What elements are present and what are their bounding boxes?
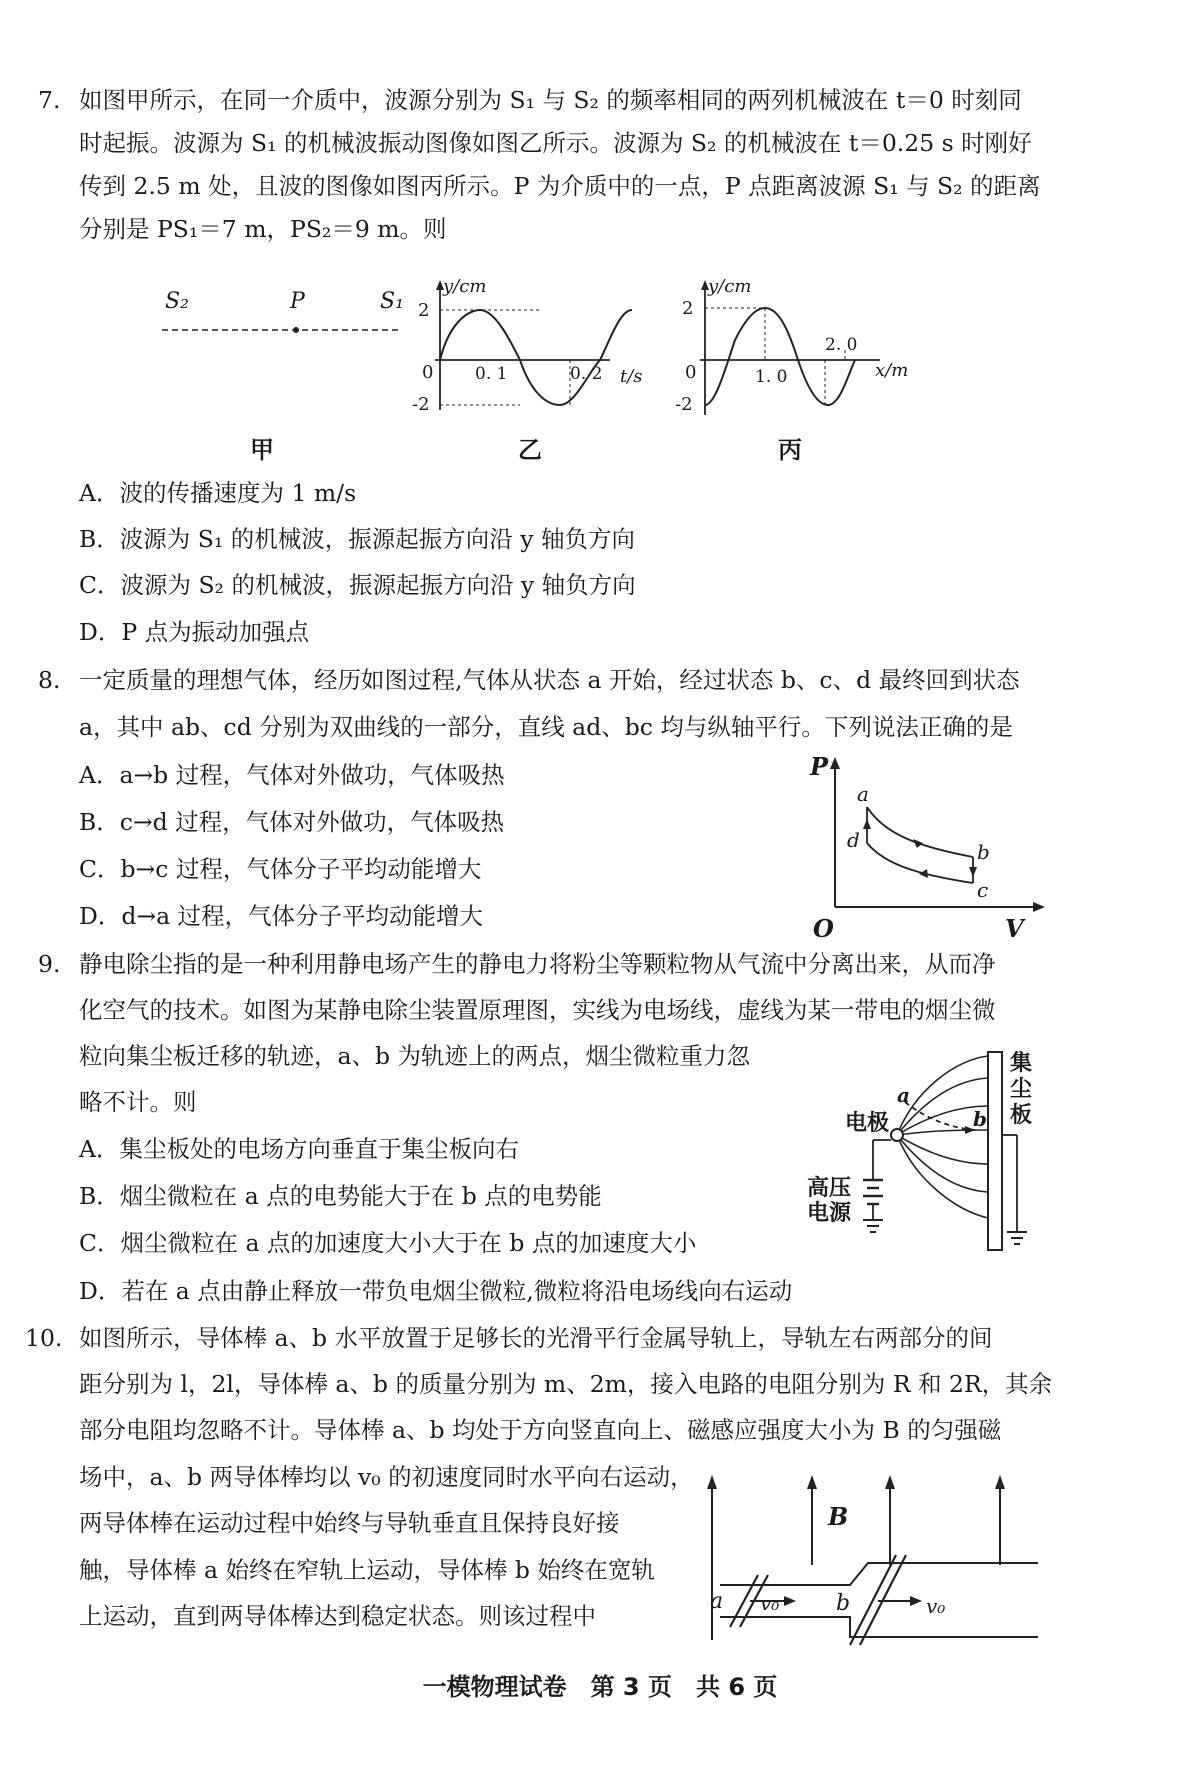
fig-bing-ypos: 2 [682, 298, 694, 319]
fig-yi-ylabel: y/cm [443, 276, 487, 297]
fig-bing-tick1: 1. 0 [755, 367, 788, 387]
electrode-dot [891, 1129, 903, 1141]
q8-line-2: a，其中 ab、cd 分别为双曲线的一部分，直线 ad、bc 均与纵轴平行。下列说法正确的是 [79, 713, 1013, 741]
plate-label-1: 集 [1010, 1050, 1033, 1076]
figure-precipitator [805, 1040, 1065, 1270]
pv-a-label: a [857, 782, 869, 806]
fig-bing-origin: 0 [685, 362, 697, 383]
q7-option-a: A．波的传播速度为 1 m/s [79, 479, 357, 507]
power-label-1: 高压 [807, 1175, 852, 1201]
fig-bing-ylabel: y/cm [708, 276, 752, 297]
q10-line-7: 上运动，直到两导体棒达到稳定状态。则该过程中 [79, 1602, 596, 1630]
q9-line-4: 略不计。则 [79, 1088, 197, 1116]
pv-c-label: c [977, 878, 989, 902]
fig-yi-caption: 乙 [518, 436, 542, 464]
pv-v-label: V [1005, 914, 1024, 943]
q10-line-6: 触，导体棒 a 始终在窄轨上运动，导体棒 b 始终在宽轨 [79, 1556, 655, 1584]
figure-jia [160, 289, 404, 350]
fig-jia-s2: S₂ [165, 289, 189, 314]
plate-label-2: 尘 [1010, 1076, 1033, 1102]
fig-bing-xlabel: x/m [875, 360, 909, 381]
q8-option-b: B．c→d 过程，气体对外做功，气体吸热 [79, 808, 505, 836]
rails-b-field-label: B [828, 1502, 849, 1531]
q7-line-3: 传到 2.5 m 处，且波的图像如图丙所示。P 为介质中的一点，P 点距离波源 S₁ 与 S₂ 的距离 [79, 172, 1041, 200]
q8-option-c: C．b→c 过程，气体分子平均动能增大 [79, 855, 482, 883]
q10-line-3: 部分电阻均忽略不计。导体棒 a、b 均处于方向竖直向上、磁感应强度大小为 B 的匀强磁 [79, 1416, 1002, 1444]
fig-yi-tick2: 0. 2 [570, 364, 603, 384]
pv-d-label: d [847, 828, 860, 852]
q8-number: 8. [38, 666, 61, 694]
q10-line-1 [25, 1323, 1028, 1353]
plate-label-3: 板 [1010, 1102, 1033, 1128]
q9-option-a: A．集尘板处的电场方向垂直于集尘板向右 [79, 1135, 519, 1163]
q8-option-d: D．d→a 过程，气体分子平均动能增大 [79, 902, 484, 930]
q7-option-b: B．波源为 S₁ 的机械波，振源起振方向沿 y 轴负方向 [79, 525, 635, 553]
q9-option-d: D．若在 a 点由静止释放一带负电烟尘微粒,微粒将沿电场线向右运动 [79, 1277, 793, 1305]
fig-bing-tick2: 2. 0 [825, 335, 858, 355]
q7-option-c: C．波源为 S₂ 的机械波，振源起振方向沿 y 轴负方向 [79, 571, 636, 599]
collector-plate [988, 1052, 1002, 1250]
fig-yi-tick1: 0. 1 [475, 364, 508, 384]
fig-jia-caption: 甲 [250, 436, 274, 464]
fig-yi-xlabel: t/s [620, 366, 643, 387]
q7-option-d: D．P 点为振动加强点 [79, 618, 310, 646]
figure-rails [700, 1465, 1040, 1655]
fig-jia-point-p [293, 327, 299, 333]
q8-option-a: A．a→b 过程，气体对外做功，气体吸热 [79, 761, 505, 789]
fig-bing-yneg: -2 [675, 394, 693, 415]
q9-line-3: 粒向集尘板迁移的轨迹，a、b 为轨迹上的两点，烟尘微粒重力忽 [79, 1042, 751, 1070]
q9-number: 9. [38, 950, 61, 978]
rails-v0b-label: v₀ [926, 1594, 946, 1618]
q10-text-1: 如图所示，导体棒 a、b 水平放置于足够长的光滑平行金属导轨上，导轨左右两部分的间 [79, 1324, 993, 1352]
q7-line-2: 时起振。波源为 S₁ 的机械波振动图像如图乙所示。波源为 S₂ 的机械波在 t＝0.25 s 时刚好 [79, 129, 1032, 157]
rails-b-label: b [836, 1591, 851, 1616]
figure-bing [670, 276, 920, 420]
figure-pv-diagram [805, 752, 1045, 955]
q8-text-1: 一定质量的理想气体，经历如图过程,气体从状态 a 开始，经过状态 b、c、d 最终回到状态 [79, 666, 1020, 694]
q10-line-5: 两导体棒在运动过程中始终与导轨垂直且保持良好接 [79, 1509, 620, 1537]
q9-text-1: 静电除尘指的是一种利用静电场产生的静电力将粉尘等颗粒物从气流中分离出来，从而净 [79, 950, 996, 978]
rails-a-label: a [710, 1589, 724, 1614]
q7-text-1: 如图甲所示，在同一介质中，波源分别为 S₁ 与 S₂ 的频率相同的两列机械波在 t＝0 时刻同 [79, 86, 1022, 114]
q9-option-b: B．烟尘微粒在 a 点的电势能大于在 b 点的电势能 [79, 1182, 602, 1210]
page-footer: 一模物理试卷 第 3 页 共 6 页 [422, 1673, 778, 1701]
fig-yi-origin: 0 [422, 362, 434, 383]
pv-o-label: O [813, 914, 834, 943]
fig-yi-ypos: 2 [418, 300, 430, 321]
q7-line-1 [38, 85, 1028, 115]
q9-option-c: C．烟尘微粒在 a 点的加速度大小大于在 b 点的加速度大小 [79, 1229, 697, 1257]
fig-yi-yneg: -2 [412, 394, 430, 415]
q9-line-1 [38, 949, 1028, 979]
figure-yi [410, 276, 650, 420]
q10-number: 10. [25, 1324, 63, 1352]
q8-line-1 [38, 665, 1028, 695]
q10-line-4: 场中，a、b 两导体棒均以 v₀ 的初速度同时水平向右运动， [79, 1463, 694, 1491]
fig-jia-s1: S₁ [380, 289, 404, 314]
q7-line-4: 分别是 PS₁＝7 m，PS₂＝9 m。则 [79, 215, 447, 243]
q7-number: 7. [38, 86, 61, 114]
q9-line-2: 化空气的技术。如图为某静电除尘装置原理图，实线为电场线，虚线为某一带电的烟尘微 [79, 996, 996, 1024]
pv-p-label: P [810, 752, 829, 781]
pv-b-label: b [977, 840, 990, 864]
rails-v0a-label: v₀ [760, 1591, 780, 1615]
q10-line-2: 距分别为 l，2l，导体棒 a、b 的质量分别为 m、2m，接入电路的电阻分别为 R 和 2R，其余 [79, 1370, 1053, 1398]
fig-jia-p: P [290, 289, 305, 314]
fig-bing-caption: 丙 [778, 436, 802, 464]
precip-b-label: b [973, 1107, 987, 1131]
power-label-2: 电源 [807, 1200, 852, 1226]
electrode-label: 电极 [845, 1110, 890, 1136]
precip-a-label: a [897, 1083, 910, 1107]
